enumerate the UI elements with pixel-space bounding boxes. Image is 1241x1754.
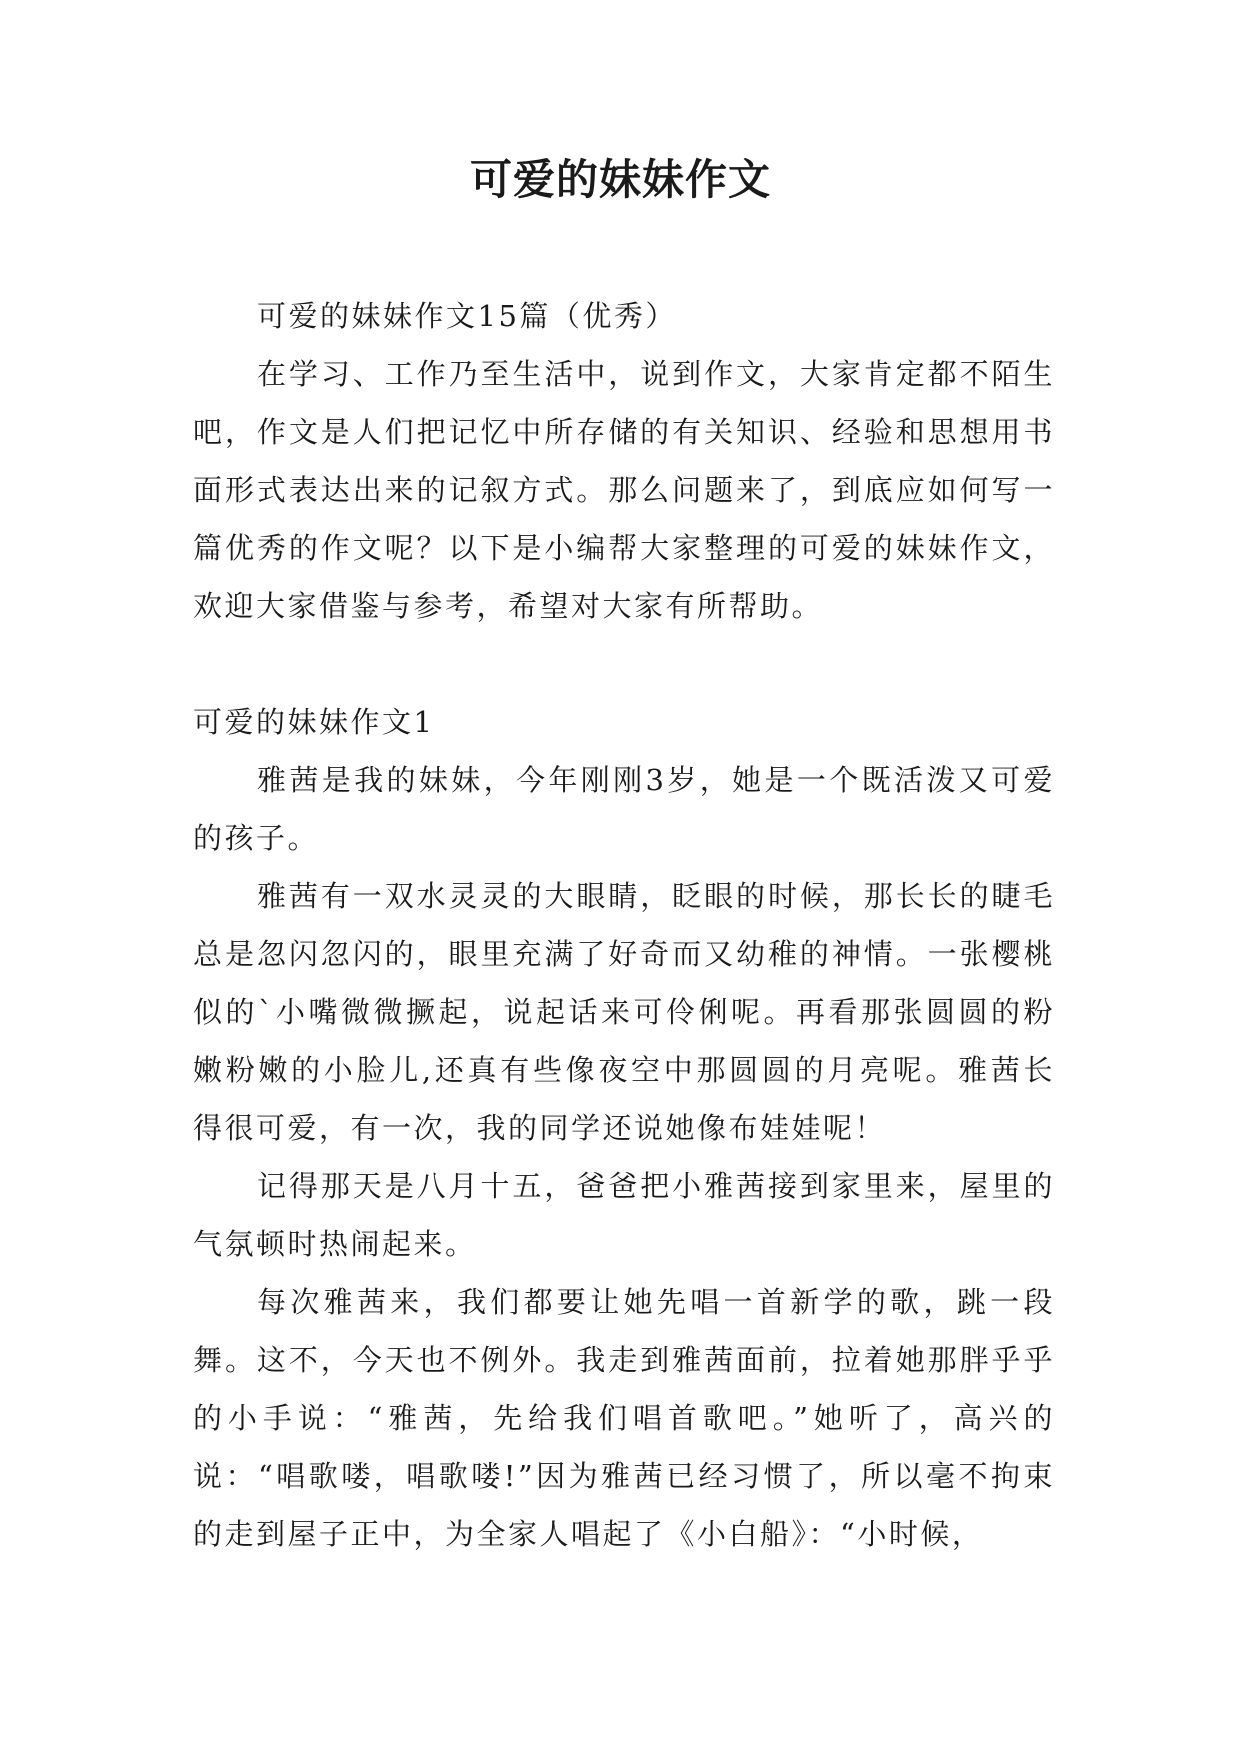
section-heading: 可爱的妹妹作文1 [193,705,435,739]
document-title: 可爱的妹妹作文 [469,155,771,204]
essay-paragraph: 记得那天是八月十五，爸爸把小雅茜接到家里来，屋里的气氛顿时热闹起来。 [193,1169,1055,1261]
document-body [193,287,1055,1563]
intro-paragraph: 在学习、工作乃至生活中，说到作文，大家肯定都不陌生吧，作文是人们把记忆中所存储的有关知识、经验和思想用书面形式表达出来的记叙方式。那么问题来了，到底应如何写一篇优秀的作文呢？以下是小编帮大家整理的可爱的妹妹作文，欢迎大家借鉴与参考，希望对大家有所帮助。 [193,357,1055,623]
essay-paragraph: 雅茜有一双水灵灵的大眼睛，眨眼的时候，那长长的睫毛总是忽闪忽闪的，眼里充满了好奇而又幼稚的神情。一张樱桃似的`小嘴微微撅起，说起话来可伶俐呢。再看那张圆圆的粉嫩粉嫩的小脸儿,还真有些像夜空中那圆圆的月亮呢。雅茜长得很可爱，有一次，我的同学还说她像布娃娃呢！ [193,879,1055,1145]
document-subtitle: 可爱的妹妹作文15篇（优秀） [257,299,677,333]
essay-paragraph: 每次雅茜来，我们都要让她先唱一首新学的歌，跳一段舞。这不，今天也不例外。我走到雅茜面前，拉着她那胖乎乎的小手说：“雅茜，先给我们唱首歌吧。”她听了，高兴的说：“唱歌喽，唱歌喽!”因为雅茜已经习惯了，所以毫不拘束的走到屋子正中，为全家人唱起了《小白船》：“小时候， [193,1285,1055,1551]
essay-paragraph: 雅茜是我的妹妹，今年刚刚3岁，她是一个既活泼又可爱的孩子。 [193,763,1055,855]
section-spacer [193,635,1055,693]
